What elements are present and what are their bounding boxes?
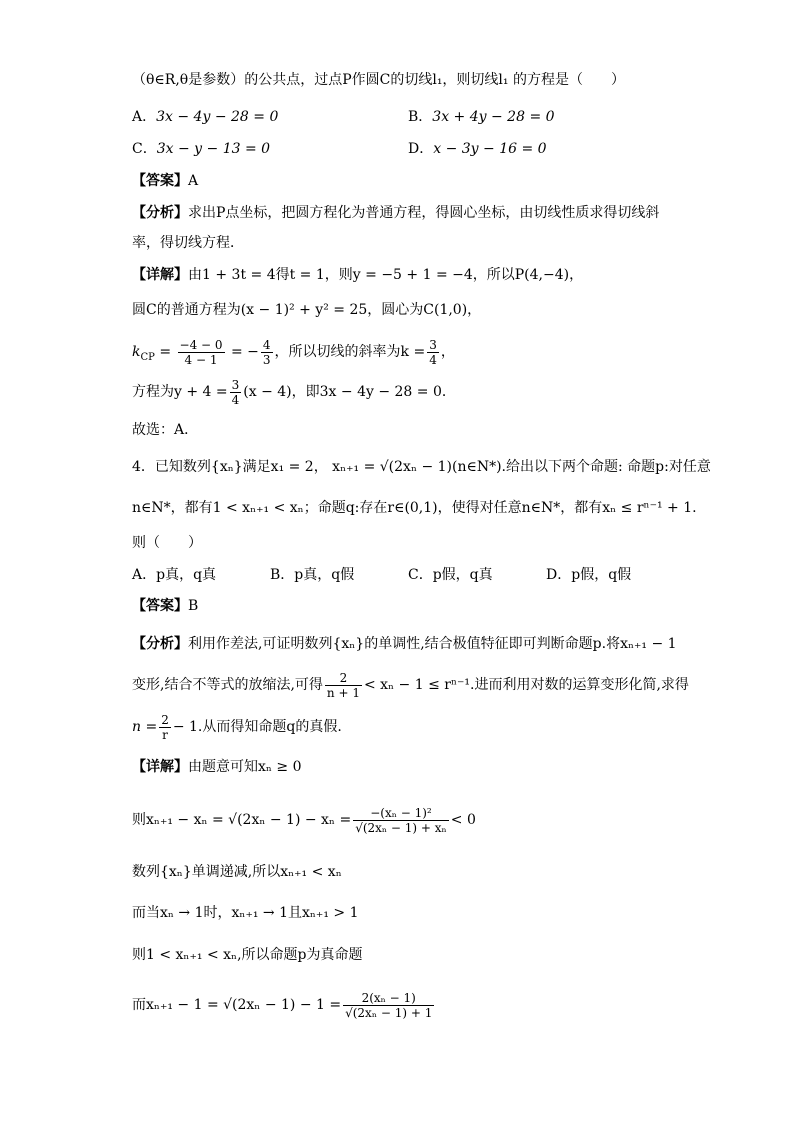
analysis-text: < xₙ − 1 ≤ rⁿ⁻¹.进而利用对数的运算变形化简,求得: [363, 677, 689, 693]
analysis-text: 利用作差法,可证明数列{xₙ}的单调性,结合极值特征即可判断命题p.将xₙ₊₁ − 1: [188, 636, 677, 652]
q4-answer: [132, 596, 198, 616]
option-label: A．: [132, 567, 157, 583]
fraction: [353, 806, 449, 835]
numerator: 3: [231, 377, 240, 392]
q3-analysis-line-1: [132, 203, 659, 223]
q3-answer: [132, 171, 198, 191]
q4-option-b: [270, 565, 354, 585]
option-text: p真，q真: [156, 567, 217, 583]
q3-option-d: [408, 139, 547, 159]
q3-option-b: [408, 107, 555, 127]
answer-value: A: [188, 173, 199, 189]
fraction: [325, 671, 362, 700]
q4-detail-line-1: [132, 757, 302, 777]
fraction: [261, 338, 273, 367]
option-label: B．: [270, 567, 295, 583]
detail-text: < 0: [450, 812, 476, 828]
q3-option-a: [132, 107, 278, 127]
numerator: −(xₙ − 1)²: [353, 806, 449, 821]
denominator: r: [162, 727, 168, 742]
analysis-text: n =: [132, 719, 158, 735]
detail-text: ，: [440, 344, 455, 360]
q4-analysis-line-1: [132, 634, 677, 654]
numerator: 2(xₙ − 1): [343, 991, 434, 1006]
q3-analysis-line-2: 率，得切线方程．: [132, 235, 244, 251]
numerator: 2: [325, 671, 362, 686]
numerator: 3: [429, 337, 437, 352]
q3-option-c: [132, 139, 270, 159]
numerator: −4 − 0: [179, 337, 223, 352]
denominator: 4: [231, 392, 240, 407]
denominator: 4: [429, 352, 437, 367]
q4-stem-line-3: 则（ ）: [132, 535, 202, 551]
detail-text: 则xₙ₊₁ − xₙ = √(2xₙ − 1) − xₙ =: [132, 812, 352, 828]
analysis-tag: 【分析】: [132, 636, 188, 652]
detail-text: ，所以切线的斜率为k =: [274, 344, 426, 360]
option-label: B．: [408, 109, 433, 125]
analysis-text: 求出P点坐标，把圆方程化为普通方程，得圆心坐标，由切线性质求得切线斜: [188, 205, 660, 221]
answer-tag: 【答案】: [132, 598, 188, 614]
option-text: p假，q真: [432, 567, 493, 583]
q4-detail-line-4: 而当xₙ → 1时，xₙ₊₁ → 1且xₙ₊₁ > 1: [132, 905, 359, 921]
denominator: 4 − 1: [184, 352, 218, 367]
fraction: [427, 338, 439, 367]
analysis-text: 变形,结合不等式的放缩法,可得: [132, 677, 323, 693]
option-text: x − 3y − 16 = 0: [433, 141, 547, 157]
option-text: 3x − y − 13 = 0: [156, 141, 271, 157]
fraction: [159, 713, 171, 742]
q4-analysis-line-2: [132, 667, 689, 703]
option-label: A．: [132, 109, 157, 125]
denominator: 3: [262, 352, 271, 367]
q4-detail-line-3: 数列{xₙ}单调递减,所以xₙ₊₁ < xₙ: [132, 864, 342, 880]
q3-detail-line-2: 圆C的普通方程为(x − 1)² + y² = 25，圆心为C(1,0)，: [132, 302, 482, 318]
answer-tag: 【答案】: [132, 173, 188, 189]
q4-stem-line-1: 4．已知数列{xₙ}满足x₁ = 2， xₙ₊₁ = √(2xₙ − 1)(n∈N*).给出以下两个命题: 命题p:对任意: [132, 459, 711, 475]
slope-symbol: k: [132, 344, 141, 360]
option-text: 3x + 4y − 28 = 0: [432, 109, 555, 125]
option-text: p假，q假: [571, 567, 632, 583]
denominator: √(2xₙ − 1) + 1: [345, 1005, 433, 1020]
equals-minus: = −: [226, 344, 259, 360]
option-label: C．: [408, 567, 433, 583]
answer-value: B: [188, 598, 199, 614]
detail-text: 由1 + 3t = 4得t = 1，则y = −5 + 1 = −4，所以P(4,−4)，: [188, 267, 584, 283]
detail-text: 而xₙ₊₁ − 1 = √(2xₙ − 1) − 1 =: [132, 997, 342, 1013]
q4-detail-line-5: 则1 < xₙ₊₁ < xₙ,所以命题p为真命题: [132, 947, 363, 963]
detail-text: (x − 4)，即3x − 4y − 28 = 0．: [243, 384, 456, 400]
fraction: [230, 378, 242, 407]
q3-detail-line-3: $k_{CP}$ = $\frac{-4 - 0}{4 - 1}$ = − $\frac{4}{3}$ ，所以切线的斜率为k = $\frac{3}{4}$ ，: [132, 337, 455, 367]
fraction: [343, 991, 434, 1020]
numerator: 2: [161, 712, 169, 727]
q4-detail-line-6: [132, 985, 436, 1025]
q4-detail-line-2: [132, 800, 476, 840]
detail-tag: 【详解】: [132, 759, 188, 775]
q4-stem-line-2: n∈N*，都有1 < xₙ₊₁ < xₙ；命题q:存在r∈(0,1)，使得对任意n∈N*，都有xₙ ≤ rⁿ⁻¹ + 1.: [132, 500, 697, 516]
option-text: p真，q假: [294, 567, 355, 583]
option-label: C．: [132, 141, 157, 157]
q3-detail-line-4: [132, 376, 456, 408]
q4-option-a: [132, 565, 216, 585]
denominator: n + 1: [326, 685, 360, 700]
option-text: 3x − 4y − 28 = 0: [156, 109, 279, 125]
analysis-text: − 1.从而得知命题q的真假.: [172, 719, 342, 735]
q4-option-d: [546, 565, 631, 585]
fraction: [178, 338, 225, 367]
q3-detail-line-1: [132, 265, 583, 285]
q4-option-c: [408, 565, 493, 585]
option-label: D．: [546, 567, 572, 583]
numerator: 4: [262, 337, 271, 352]
slope-subscript: CP: [140, 351, 155, 363]
q3-stem-tail: （θ∈R,θ是参数）的公共点，过点P作圆C的切线l₁，则切线l₁ 的方程是（ ）: [132, 72, 625, 88]
detail-text: 方程为y + 4 =: [132, 384, 228, 400]
analysis-tag: 【分析】: [132, 205, 188, 221]
denominator: √(2xₙ − 1) + xₙ: [355, 820, 447, 835]
detail-tag: 【详解】: [132, 267, 188, 283]
q4-analysis-line-3: [132, 709, 342, 745]
detail-text: 由题意可知xₙ ≥ 0: [188, 759, 302, 775]
option-label: D．: [408, 141, 434, 157]
q3-conclusion: 故选：A．: [132, 422, 199, 438]
